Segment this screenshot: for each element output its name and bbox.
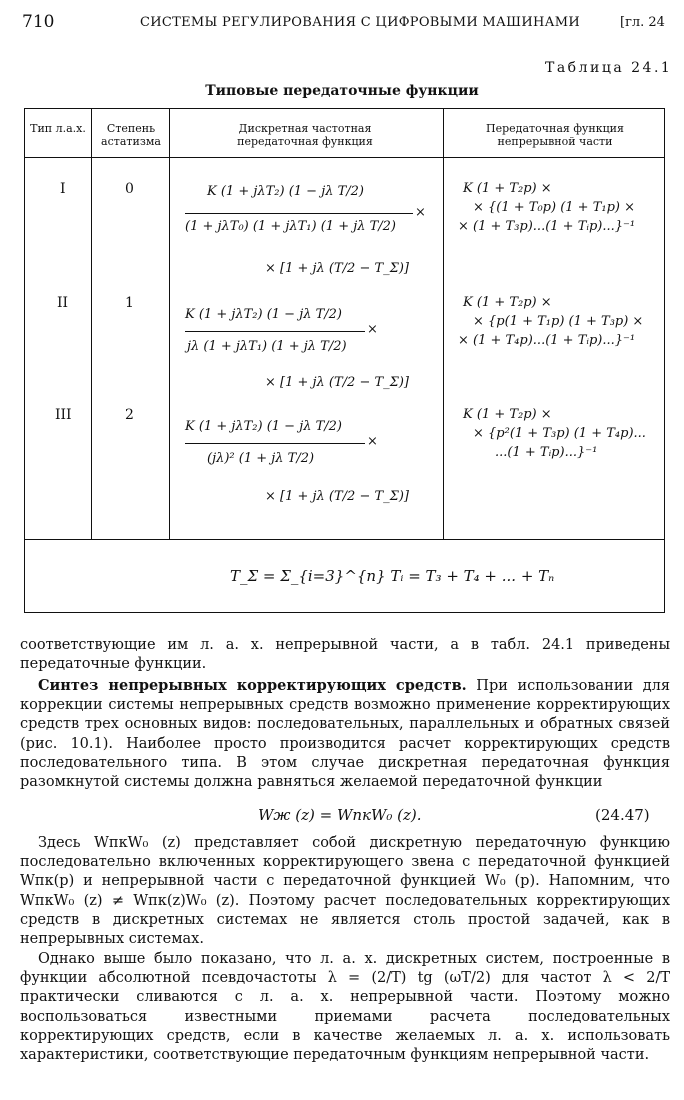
table-label: Таблица 24.1 [545,60,673,76]
continuous-line-3a: K (1 + T₂p) × [463,407,552,422]
discrete-factor-3: × [1 + jλ (T/2 − T_Σ)] [265,489,409,504]
page-number: 710 [22,12,55,32]
column-header-discrete: Дискретная частотная передаточная функция [237,122,373,148]
run-in-heading: Синтез непрерывных корректирующих средств. [38,677,467,694]
continuous-line-2a: K (1 + T₂p) × [463,295,552,310]
equation-number: (24.47) [595,806,650,824]
running-title: СИСТЕМЫ РЕГУЛИРОВАНИЯ С ЦИФРОВЫМИ МАШИНАМИ [140,15,580,30]
column-header-degree: Степень астатизма [101,122,161,148]
times-sign: × [415,205,426,220]
paragraph-however: Однако выше было показано, что л. а. х. дискретных систем, построенные в функции абсолютной псевдочастоты λ = (2/T) tg (ωT/2) для частот λ < 2/T практически сливаются с л. а. х. непрерывной части. Поэтому можно воспользоваться известными приемами расчета последовательных корректирующих средств, если в качестве желаемых л. а. х. использовать характеристики, соответствующие передаточным функциям непрерывной части. [20,951,670,1064]
column-header-continuous: Передаточная функция непрерывной части [486,122,624,148]
discrete-denominator-2: jλ (1 + jλT₁) (1 + jλ T/2) [187,339,347,354]
continuous-line-1b: × {(1 + T₀p) (1 + T₁p) × [473,200,636,215]
paragraph-synthesis-text: При использовании для коррекции системы непрерывных средств возможно применение корректирующих средств трех основных видов: последовательных, параллельных и обратных связей (рис. 10.1). Наиболее просто производится расчет корректирующих средств последовательного типа. В этом случае дискретная передаточная функция разомкнутой системы должна равняться желаемой передаточной функции [20,678,671,791]
fraction-bar [185,213,413,214]
chapter-reference: [гл. 24 [620,15,665,30]
t-sigma-formula: T_Σ = Σ_{i=3}^{n} Tᵢ = T₃ + T₄ + ... + Tₙ [230,567,555,585]
header-divider [25,157,664,158]
row-type-2: II [57,295,69,311]
fraction-bar [185,331,365,332]
row-degree-1: 0 [125,181,134,197]
table-caption: Типовые передаточные функции [205,83,479,99]
continuous-line-1c: × (1 + T₃p)...(1 + Tᵢp)...}⁻¹ [458,219,636,234]
continuous-line-2c: × (1 + T₄p)...(1 + Tᵢp)...}⁻¹ [458,333,636,348]
discrete-denominator-3: (jλ)² (1 + jλ T/2) [207,451,315,466]
times-sign: × [367,322,378,337]
discrete-numerator-2: K (1 + jλT₂) (1 − jλ T/2) [185,307,342,322]
discrete-numerator-3: K (1 + jλT₂) (1 − jλ T/2) [185,419,342,434]
continuous-line-1a: K (1 + T₂p) × [463,181,552,196]
row-type-3: III [55,407,72,423]
continuous-line-3c: ...(1 + Tᵢp)...}⁻¹ [495,445,598,460]
column-divider [443,109,444,539]
paragraph-continuation: соответствующие им л. а. х. непрерывной части, а в табл. 24.1 приведены передаточные функции. [20,637,670,673]
continuous-line-2b: × {p(1 + T₁p) (1 + T₃p) × [473,314,644,329]
equation-24-47: Wж (z) = WпкW₀ (z). [258,806,422,824]
paragraph-synthesis [20,676,670,792]
continuous-line-3b: × {p²(1 + T₃p) (1 + T₄p)... [473,426,646,441]
transfer-function-table [24,108,665,613]
column-header-type: Тип л.а.х. [30,122,86,135]
discrete-numerator-1: K (1 + jλT₂) (1 − jλ T/2) [207,184,364,199]
fraction-bar [185,443,365,444]
column-divider [91,109,92,539]
discrete-factor-2: × [1 + jλ (T/2 − T_Σ)] [265,375,409,390]
column-divider [169,109,170,539]
row-type-1: I [60,181,66,197]
row-degree-3: 2 [125,407,134,423]
discrete-denominator-1: (1 + jλT₀) (1 + jλT₁) (1 + jλ T/2) [185,219,397,234]
row-degree-2: 1 [125,295,134,311]
discrete-factor-1: × [1 + jλ (T/2 − T_Σ)] [265,261,409,276]
times-sign: × [367,434,378,449]
paragraph-here: Здесь WпкW₀ (z) представляет собой дискретную передаточную функцию последовательно включенных корректирующего звена с передаточной функцией Wпк(p) и непрерывной части с передаточной функцией W₀ (p). Напомним, что WпкW₀ (z) ≠ Wпк(z)W₀ (z). Поэтому расчет последовательных корректирующих средств в дискретных системах не является столь простой задачей, как в непрерывных системах. [20,835,670,948]
footer-divider [25,539,664,540]
